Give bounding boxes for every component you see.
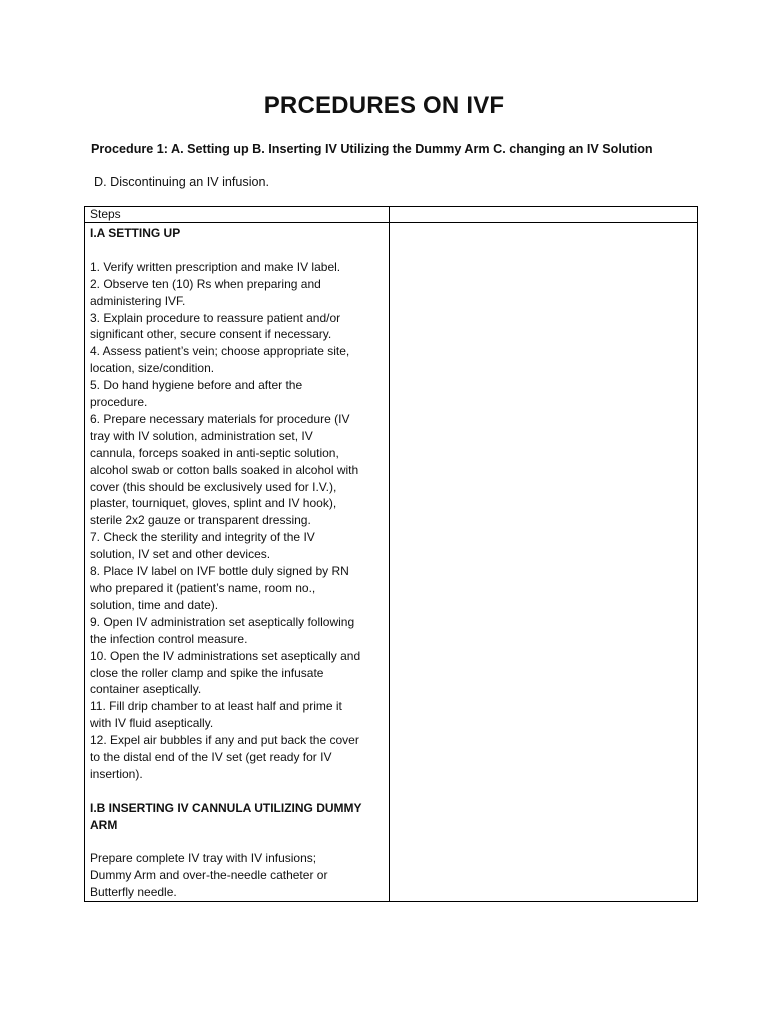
step-line: location, size/condition. [90, 361, 215, 376]
step-line: 5. Do hand hygiene before and after the [90, 378, 303, 393]
step-line: Butterfly needle. [90, 885, 177, 900]
spacer [90, 834, 383, 851]
procedure-heading: Procedure 1: A. Setting up B. Inserting IV Utilizing the Dummy Arm C. changing an IV Solution [91, 142, 653, 156]
step-line: sterile 2x2 gauze or transparent dressing. [90, 513, 311, 528]
steps-cell [85, 223, 390, 902]
spacer [90, 242, 383, 259]
table-body-row [85, 223, 698, 902]
step-line: tray with IV solution, administration set, IV [90, 428, 313, 443]
procedure-item-d: D. Discontinuing an IV infusion. [94, 175, 270, 189]
blank-cell [390, 223, 698, 902]
step-line: plaster, tourniquet, gloves, splint and IV hook), [90, 496, 337, 511]
section-b-title: I.B INSERTING IV CANNULA UTILIZING DUMMY [90, 800, 362, 815]
step-line: to the distal end of the IV set (get ready for IV [90, 750, 332, 765]
step-line: 6. Prepare necessary materials for procedure (IV [90, 411, 350, 426]
blank-header-cell [390, 207, 698, 223]
procedure-table [84, 206, 698, 902]
step-line: 11. Fill drip chamber to at least half and prime it [90, 699, 342, 714]
step-line: 8. Place IV label on IVF bottle duly signed by RN [90, 564, 349, 579]
step-line: Dummy Arm and over-the-needle catheter or [90, 868, 328, 883]
page-title: PRCEDURES ON IVF [263, 92, 505, 119]
step-line: 4. Assess patient’s vein; choose appropriate site, [90, 344, 350, 359]
step-line: solution, time and date). [90, 597, 219, 612]
step-line: container aseptically. [90, 682, 202, 697]
step-line: 1. Verify written prescription and make IV label. [90, 259, 341, 274]
step-line: cannula, forceps soaked in anti-septic solution, [90, 445, 339, 460]
step-line: 2. Observe ten (10) Rs when preparing and [90, 276, 321, 291]
step-line: 10. Open the IV administrations set aseptically and [90, 648, 361, 663]
step-line: 3. Explain procedure to reassure patient and/or [90, 310, 341, 325]
step-line: Prepare complete IV tray with IV infusions; [90, 851, 317, 866]
step-line: procedure. [90, 395, 148, 410]
step-line: significant other, secure consent if necessary. [90, 327, 332, 342]
step-line: 9. Open IV administration set aseptically following [90, 614, 355, 629]
step-line: the infection control measure. [90, 631, 248, 646]
step-line: with IV fluid aseptically. [90, 716, 214, 731]
step-line: insertion). [90, 766, 143, 781]
step-line: 12. Expel air bubbles if any and put back the cover [90, 733, 359, 748]
steps-header-cell: Steps [85, 207, 390, 223]
step-line: cover (this should be exclusively used for I.V.), [90, 479, 337, 494]
step-line: 7. Check the sterility and integrity of the IV [90, 530, 315, 545]
step-line: administering IVF. [90, 293, 186, 308]
section-a-title: I.A SETTING UP [90, 226, 181, 240]
step-line: solution, IV set and other devices. [90, 547, 271, 562]
step-line: alcohol swab or cotton balls soaked in alcohol with [90, 462, 359, 477]
step-line: who prepared it (patient’s name, room no., [90, 581, 316, 596]
table-header-row [85, 207, 698, 223]
spacer [90, 783, 383, 800]
section-b-title-continued: ARM [90, 817, 118, 832]
step-line: close the roller clamp and spike the infusate [90, 665, 324, 680]
